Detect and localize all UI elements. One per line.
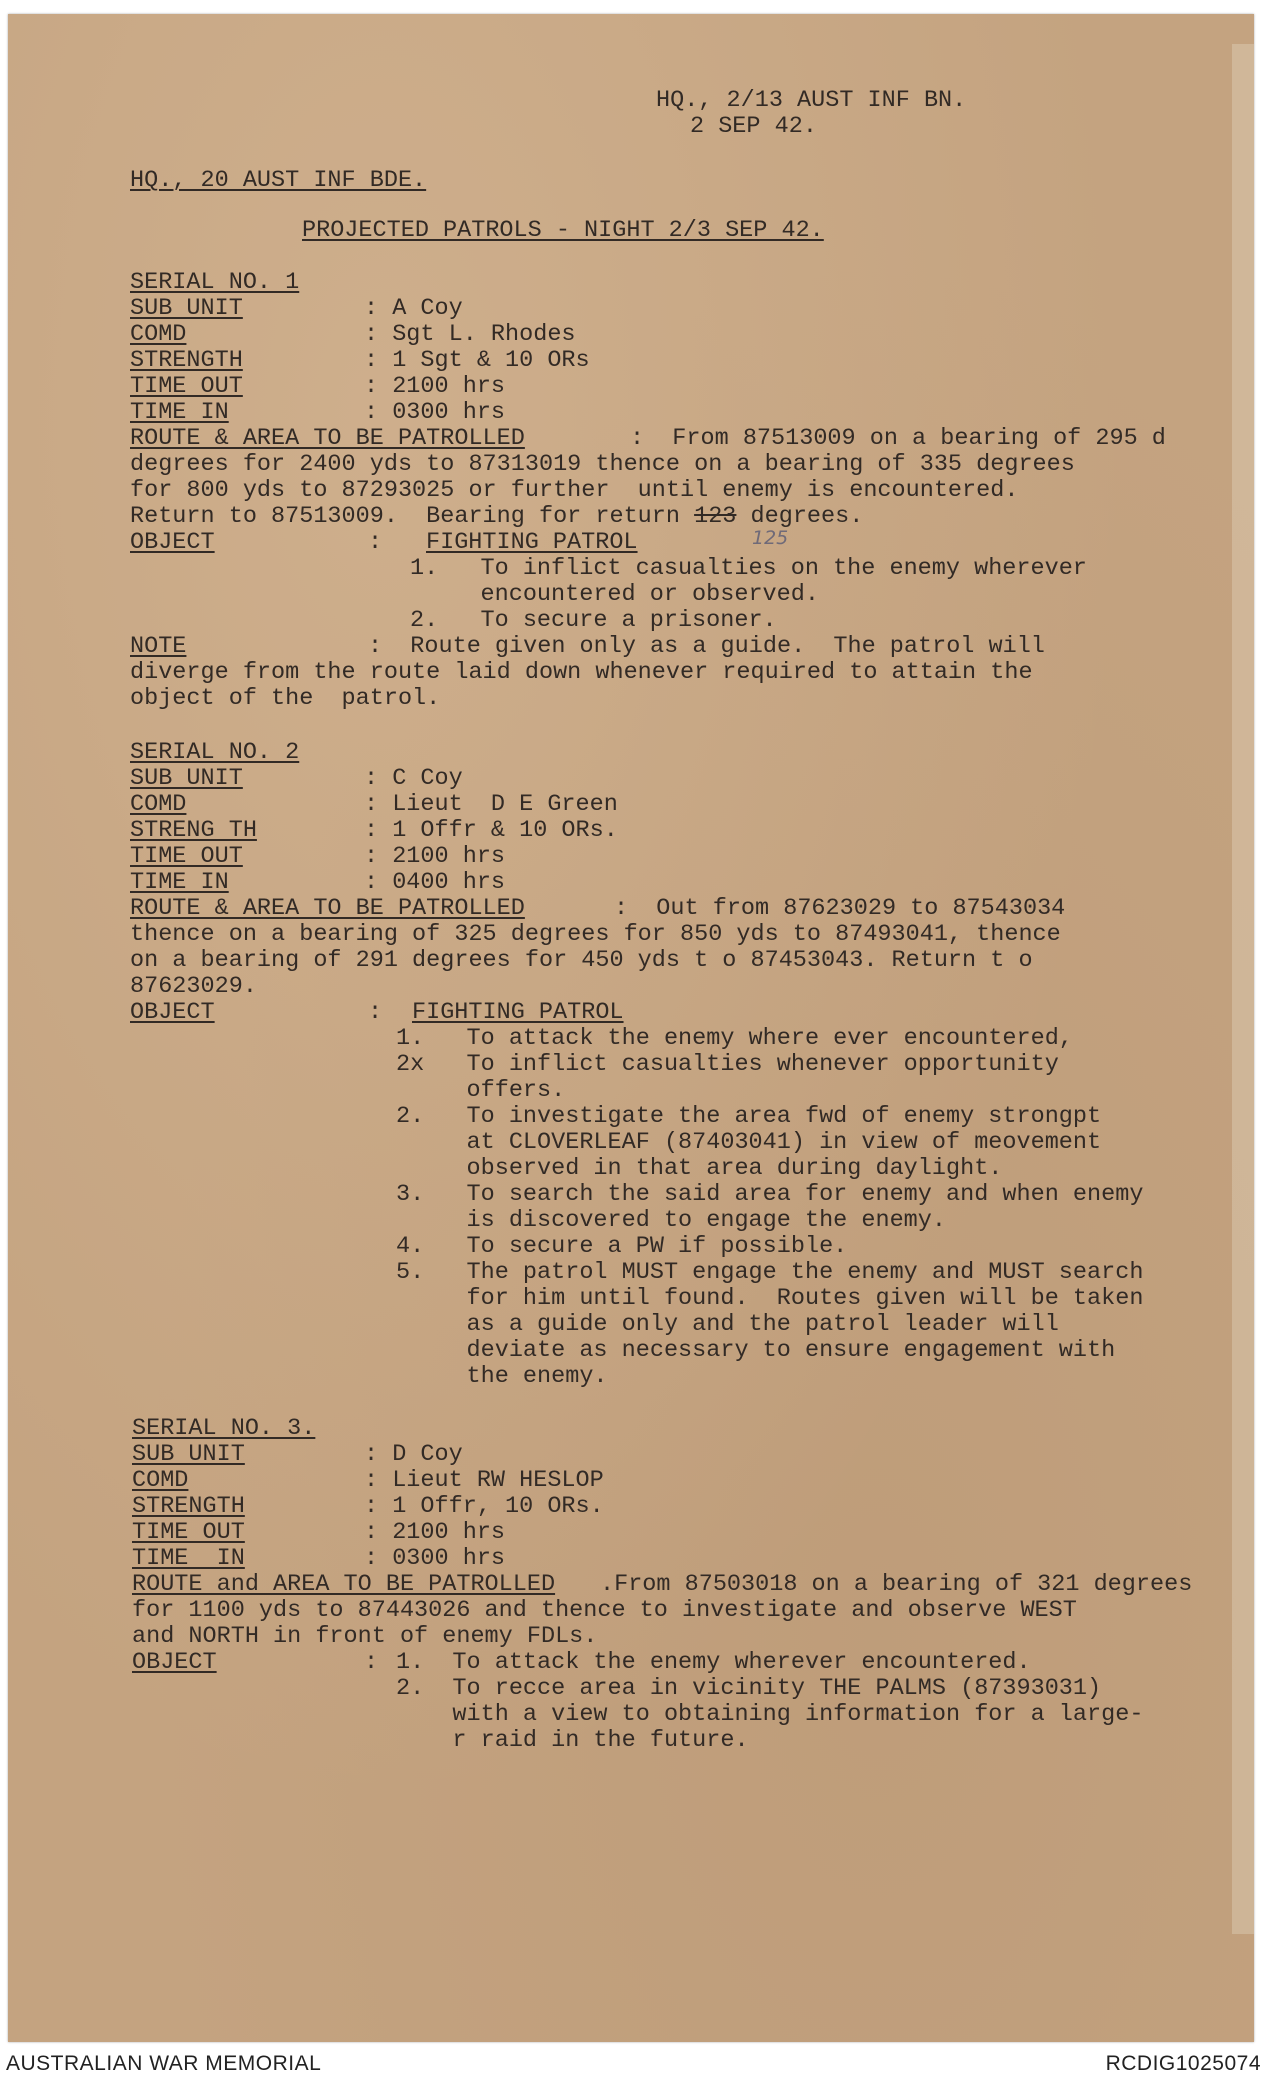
- serial-3-object-label: OBJECT: [132, 1649, 217, 1676]
- serial-1-route-label: ROUTE & AREA TO BE PATROLLED: [130, 425, 525, 452]
- serial-1-time-out-label: TIME OUT: [130, 373, 243, 400]
- serial-1-route-line: degrees for 2400 yds to 87313019 thence on a bearing of 335 degrees: [130, 451, 1075, 478]
- serial-3-object-colon: :: [364, 1649, 379, 1676]
- serial-1-time-out-value: : 2100 hrs: [364, 373, 506, 400]
- pencil-correction: 125: [752, 527, 789, 549]
- serial-2-route-line: thence on a bearing of 325 degrees for 850 yds to 87493041, thence: [130, 921, 1061, 948]
- serial-2-route-lead: : Out from 87623029 to 87543034: [614, 895, 1066, 922]
- serial-3-sub-unit-label: SUB UNIT: [132, 1441, 245, 1468]
- serial-2-route-label: ROUTE & AREA TO BE PATROLLED: [130, 895, 525, 922]
- serial-3-time-in-value: : 0300 hrs: [364, 1545, 506, 1572]
- serial-1-strength-value: : 1 Sgt & 10 ORs: [364, 347, 590, 374]
- serial-3-strength-label: STRENGTH: [132, 1493, 245, 1520]
- serial-3-strength-value: : 1 Offr, 10 ORs.: [364, 1493, 604, 1520]
- serial-2-route-line: 87623029.: [130, 973, 257, 1000]
- serial-1-object-item: encountered or observed.: [410, 581, 819, 608]
- serial-2-comd-label: COMD: [130, 791, 187, 818]
- serial-2-object-item: deviate as necessary to ensure engagement with: [396, 1337, 1116, 1364]
- serial-1-sub-unit-value: : A Coy: [364, 295, 463, 322]
- serial-3-object-item: 1. To attack the enemy wherever encountered.: [396, 1649, 1031, 1676]
- serial-3-comd-value: : Lieut RW HESLOP: [364, 1467, 604, 1494]
- return-text: Return to 87513009. Bearing for return: [130, 503, 695, 530]
- serial-2-time-in-label: TIME IN: [130, 869, 229, 896]
- footer-record-id: RCDIG1025074: [1105, 2052, 1261, 2075]
- serial-2-object-item: is discovered to engage the enemy.: [396, 1207, 946, 1234]
- struck-bearing: 123: [694, 503, 737, 530]
- serial-2-object-colon: :: [368, 999, 383, 1026]
- sender-line: HQ., 2/13 AUST INF BN.: [656, 87, 967, 114]
- serial-2-route-line: on a bearing of 291 degrees for 450 yds t o 87453043. Return t o: [130, 947, 1033, 974]
- serial-2-object-item: for him until found. Routes given will be taken: [396, 1285, 1144, 1312]
- serial-2-strength-value: : 1 Offr & 10 ORs.: [364, 817, 618, 844]
- serial-1-time-in-value: : 0300 hrs: [364, 399, 506, 426]
- serial-1-route-lead: : From 87513009 on a bearing of 295 d: [630, 425, 1166, 452]
- date-line: 2 SEP 42.: [690, 113, 817, 140]
- serial-1-object-type: FIGHTING PATROL: [426, 529, 638, 556]
- serial-1-object-label: OBJECT: [130, 529, 215, 556]
- serial-1-object-item: 1. To inflict casualties on the enemy wherever: [410, 555, 1087, 582]
- serial-2-object-item: 4. To secure a PW if possible.: [396, 1233, 848, 1260]
- serial-3-time-in-label: TIME IN: [132, 1545, 245, 1572]
- serial-3-sub-unit-value: : D Coy: [364, 1441, 463, 1468]
- serial-3-route-label: ROUTE and AREA TO BE PATROLLED: [132, 1571, 556, 1598]
- serial-3-comd-label: COMD: [132, 1467, 189, 1494]
- serial-2-object-label: OBJECT: [130, 999, 215, 1026]
- serial-3-object-item: with a view to obtaining information for a large-: [396, 1701, 1144, 1728]
- serial-2-object-item: at CLOVERLEAF (87403041) in view of meovement: [396, 1129, 1102, 1156]
- document-title: PROJECTED PATROLS - NIGHT 2/3 SEP 42.: [302, 217, 824, 244]
- serial-2-time-out-value: : 2100 hrs: [364, 843, 506, 870]
- serial-3-time-out-value: : 2100 hrs: [364, 1519, 506, 1546]
- serial-2-strength-label: STRENG TH: [130, 817, 257, 844]
- serial-2-object-item: 1. To attack the enemy where ever encountered,: [396, 1025, 1073, 1052]
- addressee: HQ., 20 AUST INF BDE.: [130, 167, 427, 194]
- serial-2-object-type: FIGHTING PATROL: [412, 999, 624, 1026]
- serial-1-sub-unit-label: SUB UNIT: [130, 295, 243, 322]
- serial-1-time-in-label: TIME IN: [130, 399, 229, 426]
- footer-archive-name: AUSTRALIAN WAR MEMORIAL: [6, 2052, 322, 2075]
- serial-1-object-colon: :: [368, 529, 383, 556]
- serial-1-comd-label: COMD: [130, 321, 187, 348]
- serial-2-object-item: 3. To search the said area for enemy and when enemy: [396, 1181, 1144, 1208]
- serial-1-route-line: for 800 yds to 87293025 or further until enemy is encountered.: [130, 477, 1019, 504]
- serial-3-time-out-label: TIME OUT: [132, 1519, 245, 1546]
- return-degrees: degrees.: [736, 503, 864, 530]
- serial-2-comd-value: : Lieut D E Green: [364, 791, 618, 818]
- serial-3-route-lead: .From 87503018 on a bearing of 321 degrees: [600, 1571, 1193, 1598]
- serial-2-object-item: the enemy.: [396, 1363, 608, 1390]
- serial-1-comd-value: : Sgt L. Rhodes: [364, 321, 576, 348]
- serial-3-heading: SERIAL NO. 3.: [132, 1415, 316, 1442]
- serial-3-route-line: and NORTH in front of enemy FDLs.: [132, 1623, 598, 1650]
- serial-2-object-item: as a guide only and the patrol leader will: [396, 1311, 1059, 1338]
- serial-1-note-line: object of the patrol.: [130, 685, 441, 712]
- serial-1-note-label: NOTE: [130, 633, 187, 660]
- serial-3-object-item: r raid in the future.: [396, 1727, 749, 1754]
- serial-2-sub-unit-value: : C Coy: [364, 765, 463, 792]
- serial-2-time-out-label: TIME OUT: [130, 843, 243, 870]
- tape-strip: [1232, 44, 1254, 1934]
- serial-1-note-lead: : Route given only as a guide. The patrol will: [368, 633, 1045, 660]
- serial-2-heading: SERIAL NO. 2: [130, 739, 300, 766]
- serial-3-object-item: 2. To recce area in vicinity THE PALMS (87393031): [396, 1675, 1102, 1702]
- serial-2-object-item: observed in that area during daylight.: [396, 1155, 1003, 1182]
- serial-2-object-item: 5. The patrol MUST engage the enemy and MUST search: [396, 1259, 1144, 1286]
- serial-1-strength-label: STRENGTH: [130, 347, 243, 374]
- serial-2-sub-unit-label: SUB UNIT: [130, 765, 243, 792]
- serial-2-object-item: offers.: [396, 1077, 566, 1104]
- serial-2-object-item: 2. To investigate the area fwd of enemy strongpt: [396, 1103, 1102, 1130]
- serial-2-object-item: 2x To inflict casualties whenever opportunity: [396, 1051, 1059, 1078]
- serial-1-heading: SERIAL NO. 1: [130, 269, 300, 296]
- serial-1-object-item: 2. To secure a prisoner.: [410, 607, 777, 634]
- serial-2-time-in-value: : 0400 hrs: [364, 869, 506, 896]
- serial-3-route-line: for 1100 yds to 87443026 and thence to investigate and observe WEST: [132, 1597, 1077, 1624]
- serial-1-note-line: diverge from the route laid down whenever required to attain the: [130, 659, 1033, 686]
